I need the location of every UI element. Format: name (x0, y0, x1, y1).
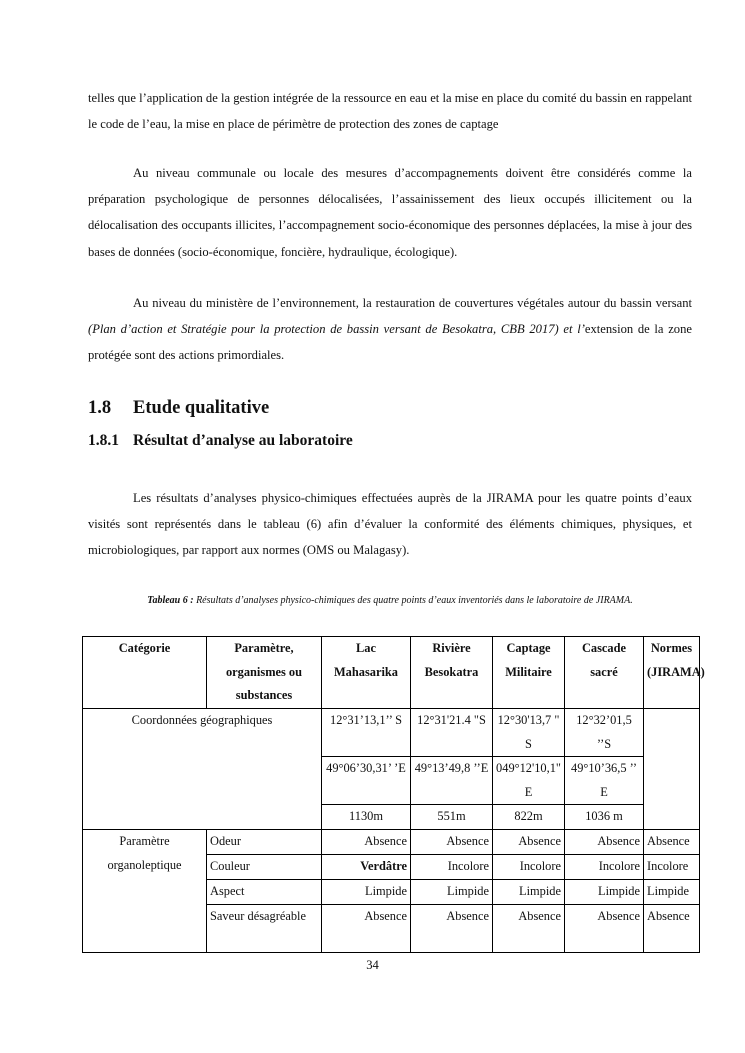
table-cell-highlight: Verdâtre (322, 855, 411, 880)
results-table (82, 636, 705, 953)
header-riviere: Rivière Besokatra (411, 637, 493, 709)
table-cell: Absence (565, 905, 644, 953)
table-cell: Couleur (207, 855, 322, 880)
page-number: 34 (366, 958, 379, 972)
table-cell: Incolore (411, 855, 493, 880)
header-parametre: Paramètre, organismes ou substances (207, 637, 322, 709)
table-cell: 12°31’13,1’’ S (322, 709, 411, 757)
table-cell: 49°06’30,31’ ’E (322, 757, 411, 805)
table-cell: 049°12'10,1" E (493, 757, 565, 805)
table-cell: Incolore (644, 855, 700, 880)
table-cell: 1036 m (565, 805, 644, 830)
table-cell: Absence (493, 830, 565, 855)
table-cell: Limpide (493, 880, 565, 905)
table-cell: Absence (322, 905, 411, 953)
table-cell: 551m (411, 805, 493, 830)
section-heading (88, 398, 269, 419)
table-cell: Limpide (565, 880, 644, 905)
organo-label: Paramètre organoleptique (83, 830, 207, 953)
header-normes: Normes (JIRAMA) (644, 637, 700, 709)
paragraph-niveau-ministere (88, 290, 692, 369)
table-header-row (83, 637, 700, 709)
paragraph-gestion-integree: telles que l’application de la gestion intégrée de la ressource en eau et la mise en place du comité du bassin en rappelant le code de l’eau, la mise en place de périmètre de protection des zones de captage (88, 91, 692, 132)
table-cell: 49°13’49,8 ’’E (411, 757, 493, 805)
table-cell: 49°10’36,5 ’’ E (565, 757, 644, 805)
table-cell: Absence (644, 830, 700, 855)
section-title: Etude qualitative (133, 398, 270, 418)
header-cascade: Cascade sacré (565, 637, 644, 709)
caption-text: Résultats d’analyses physico-chimiques des quatre points d’eaux inventoriés dans le laboratoire de JIRAMA. (196, 595, 633, 606)
table-cell: Incolore (565, 855, 644, 880)
table-row-latitude (83, 709, 700, 757)
subsection-number: 1.8.1 (88, 432, 119, 449)
caption-label: Tableau 6 : (147, 595, 194, 606)
table-cell: Limpide (322, 880, 411, 905)
header-lac: Lac Mahasarika (322, 637, 411, 709)
table-cell: Odeur (207, 830, 322, 855)
table-cell: 12°32’01,5 ’’S (565, 709, 644, 757)
p3-text-a: Au niveau du ministère de l’environnement, la restauration de couvertures végétales autour du bassin versant (133, 296, 692, 310)
table-cell: Aspect (207, 880, 322, 905)
table-cell: 12°30'13,7 " S (493, 709, 565, 757)
subsection-heading (88, 432, 353, 450)
table-cell: Absence (493, 905, 565, 953)
table-cell: Absence (644, 905, 700, 953)
table-cell: Incolore (493, 855, 565, 880)
table-row-odeur (83, 830, 700, 855)
table-cell: Limpide (411, 880, 493, 905)
table-caption (88, 590, 692, 612)
p3-citation: (Plan d’action et Stratégie pour la protection de bassin versant de Besokatra, CBB 2017) et l’ (88, 322, 585, 337)
header-captage: Captage Militaire (493, 637, 565, 709)
table-cell: Saveur désagréable (207, 905, 322, 953)
table-cell: Absence (322, 830, 411, 855)
table-cell: Absence (565, 830, 644, 855)
coord-normes-empty (644, 709, 700, 830)
paragraph-resultats: Les résultats d’analyses physico-chimiques effectuées auprès de la JIRAMA pour les quatre points d’eaux visités sont représentés dans le tableau (6) afin d’évaluer la conformité des éléments chimiques, physiques, et microbiologiques, par rapport aux normes (OMS ou Malagasy). (88, 491, 692, 558)
table-cell: 12°31'21.4 "S (411, 709, 493, 757)
paragraph-niveau-communal: Au niveau communale ou locale des mesures d’accompagnements doivent être considérés comme la préparation psychologique de personnes délocalisées, l’assainissement des lieux occupés illicitement ou la délocalisation des occupants illicites, l’accompagnement socio-économique des personnes déplacées, la mise à jour des bases de données (socio-économique, foncière, hydraulique, écologique). (88, 166, 692, 259)
coord-label: Coordonnées géographiques (83, 709, 322, 830)
header-categorie: Catégorie (83, 637, 207, 709)
table-cell: Absence (411, 830, 493, 855)
table-cell: 822m (493, 805, 565, 830)
section-number: 1.8 (88, 398, 112, 418)
subsection-title: Résultat d’analyse au laboratoire (133, 432, 353, 449)
table-cell: Absence (411, 905, 493, 953)
table-cell: 1130m (322, 805, 411, 830)
p3-text-b: extension de la zone protégée sont des actions primordiales. (88, 322, 692, 363)
table-cell: Limpide (644, 880, 700, 905)
